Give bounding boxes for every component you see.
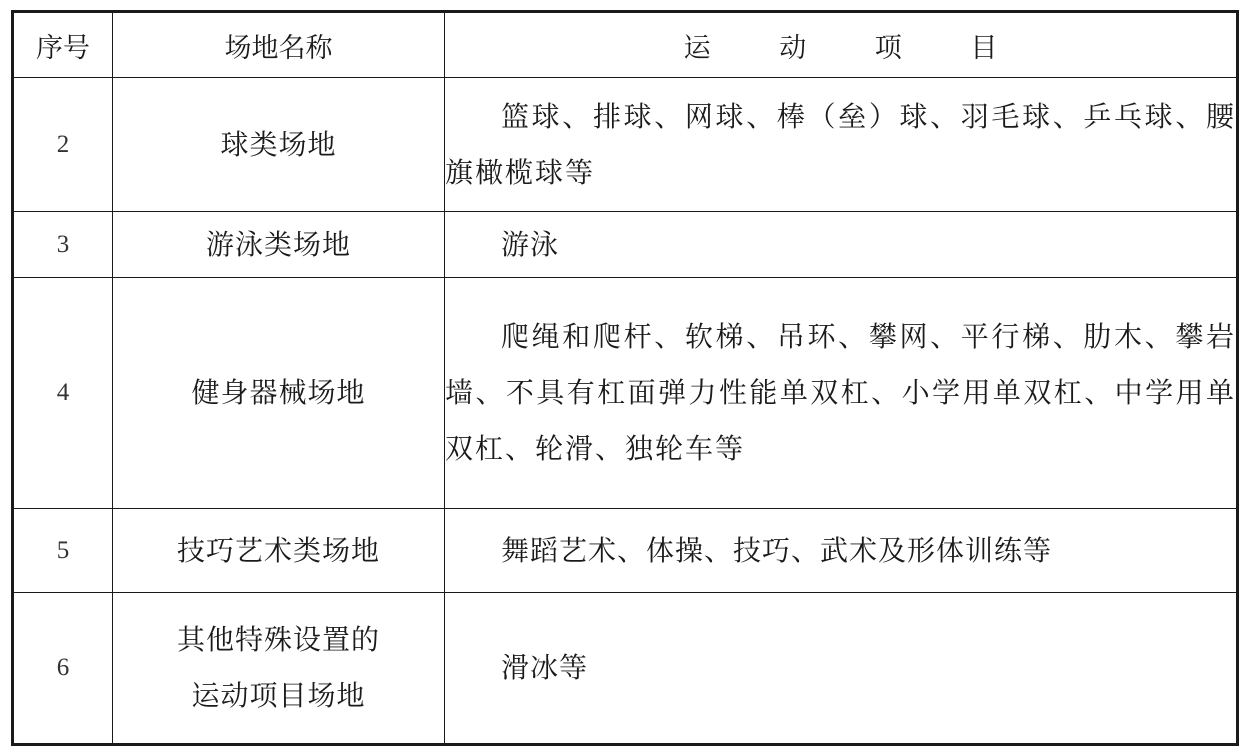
row-venue-name: [113, 212, 445, 278]
row-no: 5: [13, 509, 113, 593]
table-row: [13, 593, 1238, 745]
table-row: [13, 78, 1238, 212]
row-venue-name: [113, 593, 445, 745]
venue-name-line: 健身器械场地: [191, 376, 366, 409]
table-row: [13, 212, 1238, 278]
row-venue-name: [113, 278, 445, 509]
table-row: [13, 509, 1238, 593]
row-sports: 滑冰等: [445, 593, 1238, 745]
header-sports-label: 运 动 项 目: [683, 32, 1028, 64]
venue-name-line: 技巧艺术类场地: [176, 533, 380, 567]
row-venue-name: [113, 509, 445, 593]
header-name: 场地名称: [113, 12, 445, 78]
row-no: 4: [13, 278, 113, 509]
row-sports: 游泳: [445, 212, 1238, 278]
header-sports: [445, 12, 1238, 78]
venue-name-line: 游泳类场地: [205, 227, 351, 261]
table-row: [13, 278, 1238, 509]
venue-table: [11, 10, 1239, 746]
row-no: 6: [13, 593, 113, 745]
row-no: 2: [13, 78, 113, 212]
row-venue-name: [113, 78, 445, 212]
header-no: 序号: [13, 12, 113, 78]
header-row: [13, 12, 1238, 78]
row-sports: 篮球、排球、网球、棒（垒）球、羽毛球、乒乓球、腰旗橄榄球等: [445, 78, 1238, 212]
row-sports: 舞蹈艺术、体操、技巧、武术及形体训练等: [445, 509, 1238, 593]
venue-name-line: 其他特殊设置的: [176, 623, 380, 656]
venue-name-line: 球类场地: [220, 127, 337, 161]
row-no: 3: [13, 212, 113, 278]
row-sports: 爬绳和爬杆、软梯、吊环、攀网、平行梯、肋木、攀岩墙、不具有杠面弹力性能单双杠、小学用单双杠、中学用单双杠、轮滑、独轮车等: [445, 278, 1238, 509]
venue-name-line: 运动项目场地: [191, 679, 366, 712]
